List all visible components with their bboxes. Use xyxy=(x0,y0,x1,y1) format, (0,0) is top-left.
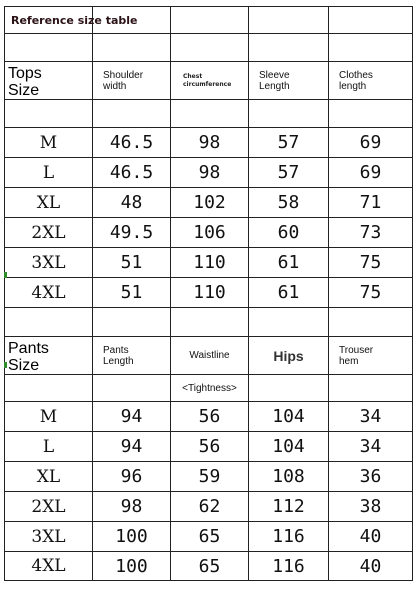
table-row xyxy=(5,432,413,462)
blank-row xyxy=(5,34,413,62)
value-cell: 65 xyxy=(171,522,249,552)
value-cell: 62 xyxy=(171,492,249,522)
value-cell: 51 xyxy=(93,248,171,278)
value-cell: 100 xyxy=(93,552,171,581)
size-cell: 3XL xyxy=(5,248,93,278)
value-cell: 46.5 xyxy=(93,128,171,158)
table-row xyxy=(5,158,413,188)
value-cell: 46.5 xyxy=(93,158,171,188)
size-chart xyxy=(4,6,412,604)
pants-header-waistline: Waistline xyxy=(171,337,249,375)
value-cell: 36 xyxy=(329,462,413,492)
tops-header-clothes-length: Clothes length xyxy=(329,62,413,100)
tops-section-label xyxy=(5,62,93,100)
value-cell: 98 xyxy=(171,158,249,188)
value-cell: 57 xyxy=(249,128,329,158)
pants-size-label: Size xyxy=(8,357,40,374)
table-row xyxy=(5,278,413,308)
value-cell: 59 xyxy=(171,462,249,492)
value-cell: 56 xyxy=(171,402,249,432)
size-cell: 2XL xyxy=(5,492,93,522)
value-cell: 48 xyxy=(93,188,171,218)
value-cell: 34 xyxy=(329,432,413,462)
size-cell: XL xyxy=(5,462,93,492)
value-cell: 75 xyxy=(329,248,413,278)
value-cell: 75 xyxy=(329,278,413,308)
value-cell: 96 xyxy=(93,462,171,492)
value-cell: 112 xyxy=(249,492,329,522)
table-title: Reference size table xyxy=(5,7,93,34)
value-cell: 49.5 xyxy=(93,218,171,248)
value-cell: 51 xyxy=(93,278,171,308)
empty-cell xyxy=(329,7,413,34)
value-cell: 61 xyxy=(249,248,329,278)
table-row xyxy=(5,462,413,492)
pants-header-hips: Hips xyxy=(249,337,329,375)
tops-header-row xyxy=(5,62,413,100)
waist-tightness-note: <Tightness> xyxy=(171,375,249,402)
value-cell: 102 xyxy=(171,188,249,218)
size-cell: 2XL xyxy=(5,218,93,248)
value-cell: 116 xyxy=(249,522,329,552)
value-cell: 56 xyxy=(171,432,249,462)
value-cell: 61 xyxy=(249,278,329,308)
value-cell: 94 xyxy=(93,432,171,462)
tops-size-label: Size xyxy=(8,82,40,99)
pants-header-row xyxy=(5,337,413,375)
value-cell: 69 xyxy=(329,128,413,158)
value-cell: 104 xyxy=(249,432,329,462)
value-cell: 34 xyxy=(329,402,413,432)
table-row xyxy=(5,552,413,581)
value-cell: 110 xyxy=(171,278,249,308)
blank-row xyxy=(5,100,413,128)
note-row xyxy=(5,375,413,402)
size-cell: 4XL xyxy=(5,278,93,308)
pants-label: Pants xyxy=(8,340,49,357)
value-cell: 58 xyxy=(249,188,329,218)
size-cell: M xyxy=(5,402,93,432)
tops-label: Tops xyxy=(8,65,42,82)
table-row xyxy=(5,188,413,218)
table-row xyxy=(5,248,413,278)
size-cell: L xyxy=(5,432,93,462)
value-cell: 98 xyxy=(93,492,171,522)
pants-header-hem: Trouser hem xyxy=(329,337,413,375)
value-cell: 116 xyxy=(249,552,329,581)
table-row xyxy=(5,492,413,522)
table-row xyxy=(5,402,413,432)
size-cell: 3XL xyxy=(5,522,93,552)
size-cell: M xyxy=(5,128,93,158)
table-row xyxy=(5,128,413,158)
size-cell: XL xyxy=(5,188,93,218)
size-cell: 4XL xyxy=(5,552,93,581)
value-cell: 104 xyxy=(249,402,329,432)
cell-corner-mark xyxy=(4,362,7,368)
value-cell: 73 xyxy=(329,218,413,248)
tops-header-sleeve: Sleeve Length xyxy=(249,62,329,100)
value-cell: 100 xyxy=(93,522,171,552)
value-cell: 110 xyxy=(171,248,249,278)
empty-cell xyxy=(171,7,249,34)
empty-cell xyxy=(249,7,329,34)
value-cell: 69 xyxy=(329,158,413,188)
tops-header-chest: Chest circumference xyxy=(171,62,249,100)
cell-corner-mark xyxy=(4,272,7,278)
size-cell: L xyxy=(5,158,93,188)
value-cell: 108 xyxy=(249,462,329,492)
value-cell: 94 xyxy=(93,402,171,432)
pants-header-length: Pants Length xyxy=(93,337,171,375)
size-table xyxy=(4,6,413,581)
value-cell: 38 xyxy=(329,492,413,522)
table-row xyxy=(5,522,413,552)
pants-section-label xyxy=(5,337,93,375)
value-cell: 98 xyxy=(171,128,249,158)
value-cell: 106 xyxy=(171,218,249,248)
tops-header-shoulder: Shoulder width xyxy=(93,62,171,100)
value-cell: 60 xyxy=(249,218,329,248)
title-row xyxy=(5,7,413,34)
value-cell: 40 xyxy=(329,522,413,552)
value-cell: 71 xyxy=(329,188,413,218)
blank-row xyxy=(5,308,413,337)
value-cell: 57 xyxy=(249,158,329,188)
value-cell: 40 xyxy=(329,552,413,581)
value-cell: 65 xyxy=(171,552,249,581)
table-row xyxy=(5,218,413,248)
